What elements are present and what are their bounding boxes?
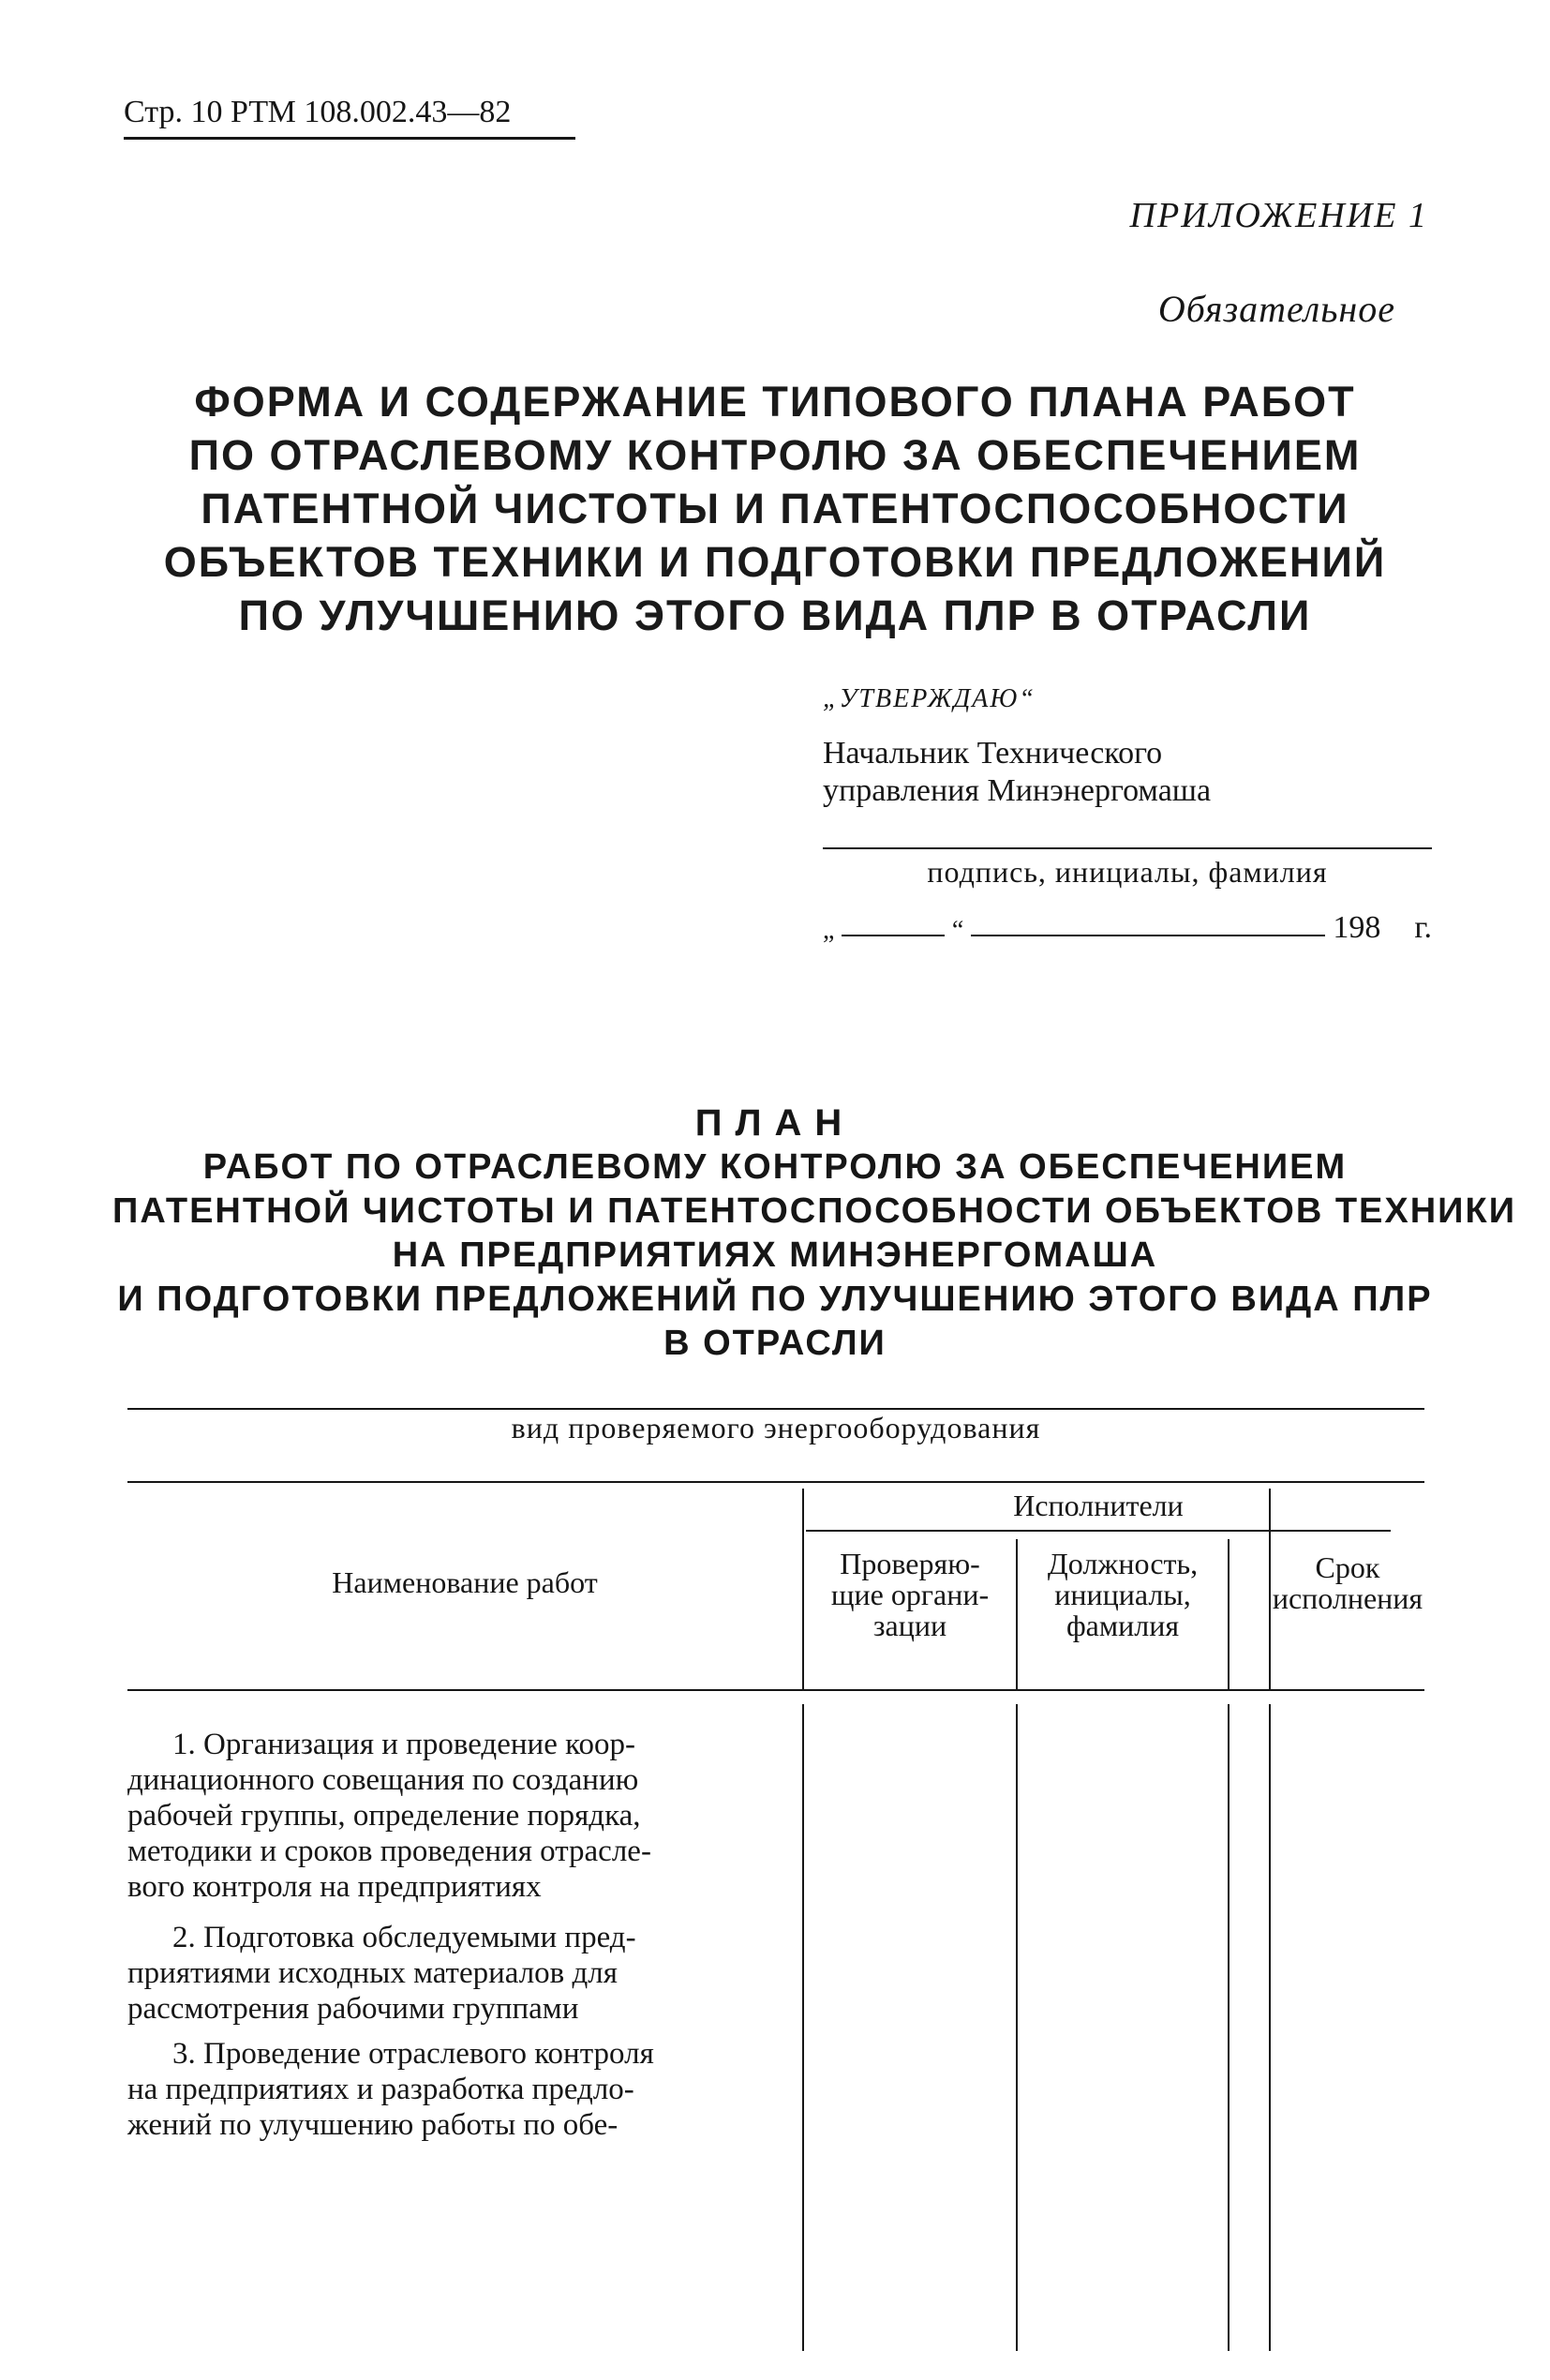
approver-title: [823, 735, 1432, 810]
approver-line: Начальник Технического: [823, 736, 1163, 771]
main-title-line: ПО УЛУЧШЕНИЮ ЭТОГО ВИДА ПЛР В ОТРАСЛИ: [238, 591, 1312, 639]
plan-title-line: В ОТРАСЛИ: [663, 1324, 887, 1363]
header-person: [1018, 1549, 1228, 1641]
header-deadline-line: Срок: [1315, 1550, 1380, 1584]
date-open-quote: „: [823, 916, 835, 945]
equipment-caption: вид проверяемого энергооборудования: [511, 1411, 1041, 1444]
header-executors: Исполнители: [1013, 1489, 1184, 1522]
plan-heading: ПЛАН: [694, 1102, 856, 1144]
table-row: [127, 2036, 782, 2143]
row-line: приятиями исходных материалов для: [127, 1956, 618, 1990]
approver-line: управления Минэнергомаша: [823, 773, 1212, 808]
main-title-line: ПАТЕНТНОЙ ЧИСТОТЫ И ПАТЕНТОСПОСОБНОСТИ: [201, 485, 1349, 532]
date-suffix: г.: [1414, 910, 1432, 945]
row-line: 2. Подготовка обследуемыми пред-: [172, 1921, 636, 1954]
main-title: [112, 375, 1438, 642]
table-row: [127, 1727, 782, 1905]
header-orgs-line: Проверяю-: [840, 1547, 980, 1580]
signature-line: [823, 847, 1432, 849]
table-top-rule: [127, 1481, 1424, 1483]
date-line: [823, 910, 1432, 946]
date-year: 198: [1333, 910, 1381, 945]
column-divider: [1269, 1704, 1271, 2351]
date-day-blank: [842, 935, 944, 936]
column-divider: [1016, 1704, 1018, 2351]
row-line: рабочей группы, определение порядка,: [127, 1799, 641, 1833]
row-line: рассмотрения рабочими группами: [127, 1992, 579, 2026]
column-divider: [802, 1704, 804, 2351]
header-deadline-line: исполнения: [1272, 1581, 1423, 1615]
plan-title-line: НА ПРЕДПРИЯТИЯХ МИНЭНЕРГОМАША: [392, 1235, 1158, 1275]
table-row: [127, 1920, 782, 2027]
date-close-quote: “: [951, 916, 964, 945]
header-work-name: Наименование работ: [332, 1565, 598, 1599]
row-line: жений по улучшению работы по обе-: [127, 2108, 619, 2142]
approval-block: [823, 684, 1432, 946]
column-divider: [1228, 1704, 1230, 2351]
row-line: вого контроля на предприятиях: [127, 1870, 542, 1904]
date-month-blank: [971, 935, 1325, 936]
approve-word: „УТВЕРЖДАЮ“: [823, 684, 1036, 713]
header-person-line: фамилия: [1066, 1609, 1180, 1642]
row-line: 1. Организация и проведение коор-: [172, 1728, 635, 1761]
plan-title-line: ПАТЕНТНОЙ ЧИСТОТЫ И ПАТЕНТОСПОСОБНОСТИ ОБЪЕКТОВ ТЕХНИКИ: [112, 1191, 1517, 1231]
main-title-line: ПО ОТРАСЛЕВОМУ КОНТРОЛЮ ЗА ОБЕСПЕЧЕНИЕМ: [188, 431, 1362, 479]
executors-rule: [806, 1530, 1391, 1532]
header-orgs-line: щие органи-: [830, 1578, 990, 1611]
equipment-line: [127, 1408, 1424, 1410]
header-person-line: инициалы,: [1054, 1578, 1191, 1611]
header-deadline: [1271, 1552, 1424, 1614]
header-orgs-line: зации: [872, 1609, 947, 1642]
signature-caption: подпись, инициалы, фамилия: [927, 855, 1328, 889]
column-divider: [1228, 1539, 1230, 1689]
plan-title-line: РАБОТ ПО ОТРАСЛЕВОМУ КОНТРОЛЮ ЗА ОБЕСПЕЧЕНИЕМ: [202, 1147, 1348, 1187]
plan-title-line: И ПОДГОТОВКИ ПРЕДЛОЖЕНИЙ ПО УЛУЧШЕНИЮ ЭТОГО ВИДА ПЛР: [117, 1280, 1433, 1319]
running-header: Стр. 10 РТМ 108.002.43—82: [124, 92, 575, 140]
mandatory-label: Обязательное: [1157, 288, 1395, 330]
row-line: динационного совещания по созданию: [127, 1763, 639, 1797]
header-person-line: Должность,: [1047, 1547, 1199, 1580]
header-bottom-rule: [127, 1689, 1424, 1691]
row-line: 3. Проведение отраслевого контроля: [172, 2037, 654, 2071]
main-title-line: ФОРМА И СОДЕРЖАНИЕ ТИПОВОГО ПЛАНА РАБОТ: [194, 378, 1356, 426]
row-line: методики и сроков проведения отрасле-: [127, 1834, 651, 1868]
plan-table: [127, 1481, 1424, 2353]
header-orgs: [804, 1549, 1016, 1641]
plan-title: [112, 1145, 1517, 1366]
main-title-line: ОБЪЕКТОВ ТЕХНИКИ И ПОДГОТОВКИ ПРЕДЛОЖЕНИЙ: [163, 538, 1387, 586]
row-line: на предприятиях и разработка предло-: [127, 2073, 634, 2106]
appendix-label: ПРИЛОЖЕНИЕ 1: [1129, 196, 1428, 235]
